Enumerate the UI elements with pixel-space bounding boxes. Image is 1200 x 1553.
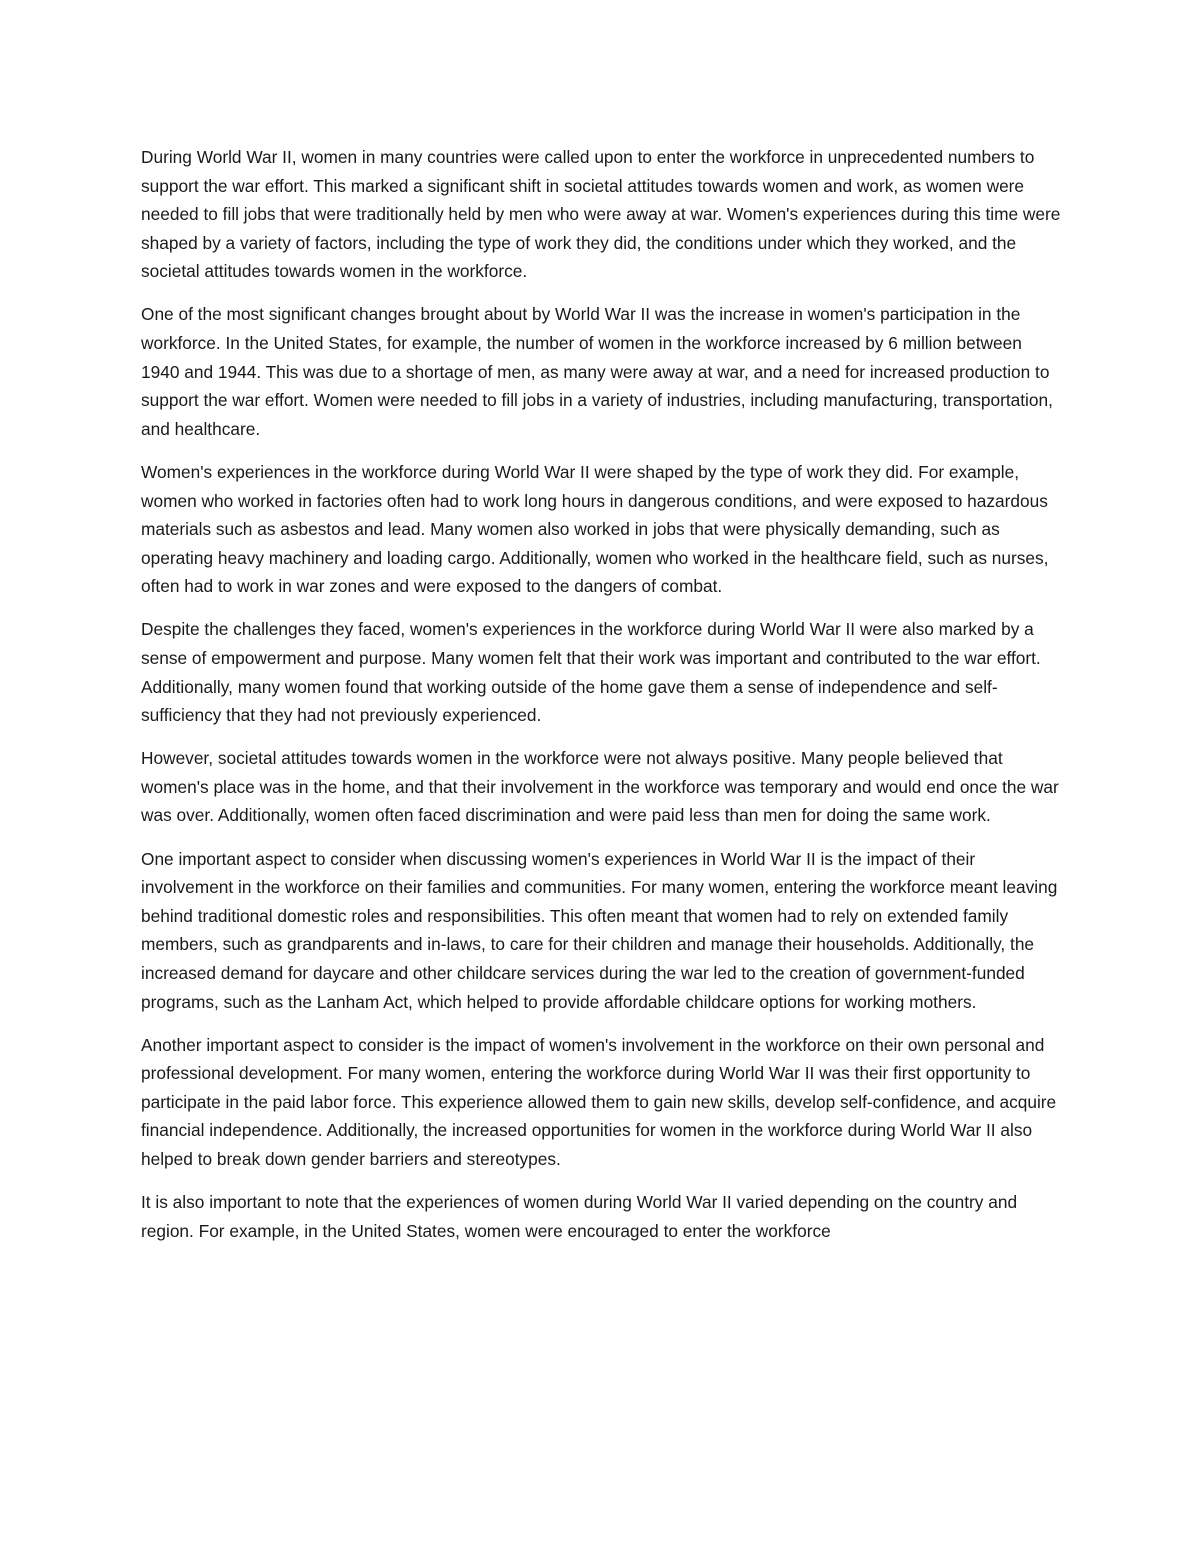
paragraph-7: Another important aspect to consider is the impact of women's involvement in the workforce on their own personal and professional development. For many women, entering the workforce during World War II was their first opportunity to participate in the paid labor force. This experience allowed them to gain new skills, develop self-confidence, and acquire financial independence. Additionally, the increased opportunities for women in the workforce during World War II also helped to break down gender barriers and stereotypes. — [141, 1034, 1057, 1169]
paragraph-5: However, societal attitudes towards women in the workforce were not always positive. Many people believed that women's place was in the home, and that their involvement in the workforce was temporary and would end once the war was over. Additionally, women often faced discrimination and were paid less than men for doing the same work. — [141, 748, 1059, 826]
paragraph-2: One of the most significant changes brought about by World War II was the increase in women's participation in the workforce. In the United States, for example, the number of women in the workforce increased by 6 million between 1940 and 1944. This was due to a shortage of men, as many were away at war, and a need for increased production to support the war effort. Women were needed to fill jobs in a variety of industries, including manufacturing, transportation, and healthcare. — [141, 304, 1053, 439]
paragraph-8: It is also important to note that the experiences of women during World War II varied depending on the country and region. For example, in the United States, women were encouraged to enter the workforce — [141, 1192, 1018, 1241]
paragraph-4: Despite the challenges they faced, women's experiences in the workforce during World War II were also marked by a sense of empowerment and purpose. Many women felt that their work was important and contributed to the war effort. Additionally, many women found that working outside of the home gave them a sense of independence and self-sufficiency that they had not previously experienced. — [141, 619, 1041, 726]
paragraph-3: Women's experiences in the workforce during World War II were shaped by the type of work they did. For example, women who worked in factories often had to work long hours in dangerous conditions, and were exposed to hazardous materials such as asbestos and lead. Many women also worked in jobs that were physically demanding, such as operating heavy machinery and loading cargo. Additionally, women who worked in the healthcare field, such as nurses, often had to work in war zones and were exposed to the dangers of combat. — [141, 461, 1049, 597]
document-body — [141, 143, 1061, 1260]
paragraph-6: One important aspect to consider when discussing women's experiences in World War II is the impact of their involvement in the workforce on their families and communities. For many women, entering the workforce meant leaving behind traditional domestic roles and responsibilities. This often meant that women had to rely on extended family members, such as grandparents and in-laws, to care for their children and manage their households. Additionally, the increased demand for daycare and other childcare services during the war led to the creation of government-funded programs, such as the Lanham Act, which helped to provide affordable childcare options for working mothers. — [141, 848, 1058, 1012]
paragraph-1: During World War II, women in many countries were called upon to enter the workforce in unprecedented numbers to support the war effort. This marked a significant shift in societal attitudes towards women and work, as women were needed to fill jobs that were traditionally held by men who were away at war. Women's experiences during this time were shaped by a variety of factors, including the type of work they did, the conditions under which they worked, and the societal attitudes towards women in the workforce. — [141, 147, 1061, 282]
